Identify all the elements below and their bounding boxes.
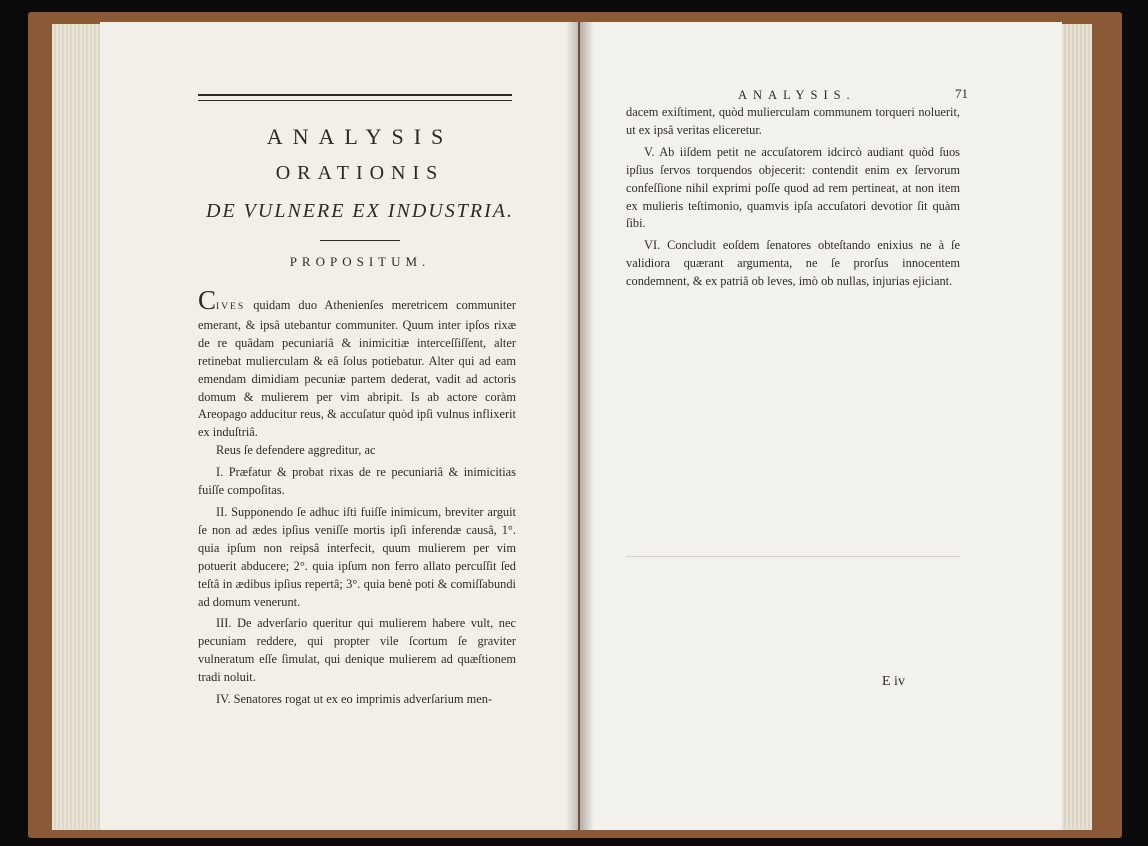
paragraph-6: IV. Senatores rogat ut ex eo imprimis adverſarium men-	[216, 692, 493, 707]
right-paragraph-2: V. Ab iiſdem petit ne accuſatorem idcircò audiant quòd ſuos ipſius ſervos torquendos objecerit: contendit enim ex ſervorum confeſſione nihil exprimi poſſe quod ad rem pertineat, at non item ex mulieris teſtimonio, quamvis ipſa accuſatori devotior ſit quàm ſibi.	[626, 144, 960, 231]
header-rule-thin	[198, 100, 512, 101]
signature-mark: E iv	[882, 674, 905, 689]
paragraph-3: I. Præfatur & probat rixas de re pecuniariâ & inimicitias fuiſſe compoſitas.	[198, 465, 516, 498]
drop-cap: C	[198, 285, 217, 315]
page-number: 71	[955, 86, 968, 101]
left-page-body	[198, 285, 516, 709]
paragraph-1	[198, 285, 516, 442]
paragraph-5: III. De adverſario queritur qui mulierem habere vult, nec pecuniam reddere, qui propter vile ſcortum ſe graviter vulneratum eſſe ſimulat, qui denique mulierem ad quæſtionem tradi noluit.	[198, 616, 516, 685]
title-divider	[320, 240, 400, 241]
title-de-vulnere: DE VULNERE EX INDUSTRIA.	[206, 200, 514, 222]
paragraph-2: Reus ſe defendere aggreditur, ac	[216, 443, 376, 458]
paragraph-1-text: quidam duo Athenienſes meretricem communiter emerant, & ipsâ utebantur communiter. Quum inter ipſos rixæ de re quâdam pecuniariâ & inimicitiæ interceſſiſſent, alter retinebat mulierculam & eâ ſolus potiebatur. Alter qui ad eam emendam dimidiam pecuniæ partem dederat, vadit ad actoris domum & mulierem per vim abripit. Is ab actore coràm Areopago adducitur reus, & accuſatur quòd ipſi vulnus inflixerit ex induſtriâ.	[198, 298, 516, 440]
left-page-edges	[52, 24, 102, 830]
section-heading: PROPOSITUM.	[289, 254, 431, 269]
right-paragraph-1: dacem exiſtiment, quòd mulierculam communem torqueri noluerit, ut ex ipsâ veritas eliceretur.	[626, 105, 960, 137]
right-paragraph-3: VI. Concludit eoſdem ſenatores obteſtando enixius ne à ſe validiora quærant argumenta, ne ſe prorſus innocentem condemnent, & ex patriâ ob leves, imò ob nullas, injurias ejiciant.	[626, 238, 960, 289]
show-through-rule	[626, 556, 960, 557]
first-word-rest: IVES	[216, 302, 246, 312]
right-page-edges	[1062, 24, 1092, 830]
book-gutter	[566, 22, 594, 830]
right-page-body	[626, 104, 960, 291]
paragraph-4: II. Supponendo ſe adhuc iſti fuiſſe inimicum, breviter arguit ſe non ad ædes ipſius veniſſe mortis ipſi inferendæ causâ, 1°. quia ipſum non reipsâ interfecit, quum mulierem per vim potuerit abducere; 2°. quia ipſum non ferro allato percuſſit ſed teſtâ in ædibus ipſius repertâ; 3°. quia benè poti & comiſſabundi ad domum venerunt.	[198, 504, 516, 609]
header-rule-thick	[198, 94, 512, 96]
title-orationis: ORATIONIS	[275, 162, 445, 184]
running-head: ANALYSIS.	[738, 88, 856, 102]
title-analysis: ANALYSIS	[266, 124, 454, 149]
